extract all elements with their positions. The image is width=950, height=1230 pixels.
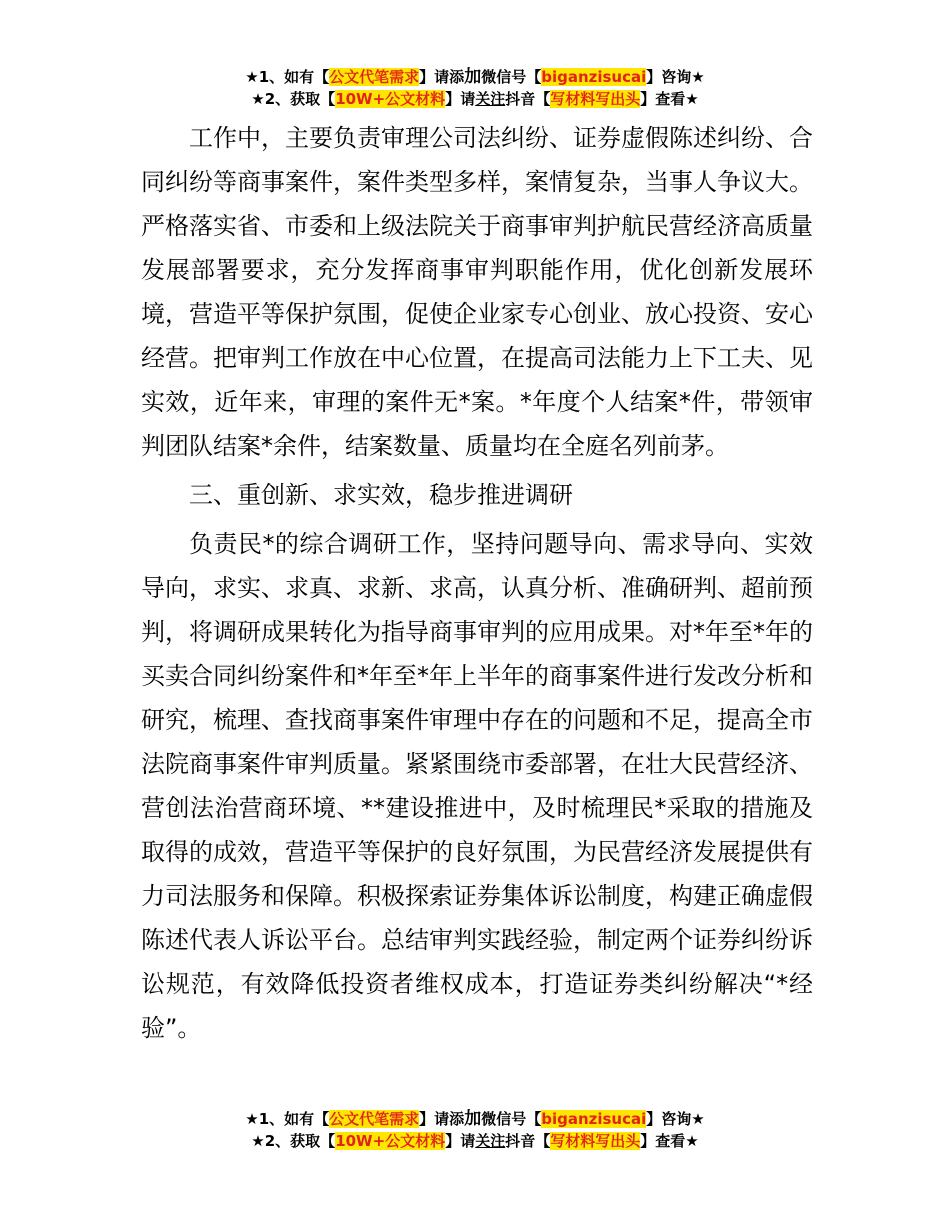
highlight-materials: 10W+公文材料 — [335, 90, 446, 108]
section-heading: 三、重创新、求实效，稳步推进调研 — [189, 481, 573, 509]
header-banner-line-2 — [0, 88, 950, 110]
paragraph-2: 负责民*的综合调研工作，坚持问题导向、需求导向、实效导向，求实、求真、求新、求高，认真分析、准确研判、超前预判，将调研成果转化为指导商事审判的应用成果。对*年至*年的买卖合同纠纷案件和*年至*年上半年的商事案件进行发改分析和研究，梳理、查找商事案件审理中存在的问题和不足，提高全市法院商事案件审判质量。紧紧围绕市委部署，在壮大民营经济、营创法治营商环境、**建设推进中，及时梳理民*采取的措施及取得的成效，营造平等保护的良好氛围，为民营经济发展提供有力司法服务和保障。积极探索证券集体诉讼制度，构建正确虚假陈述代表人诉讼平台。总结审判实践经验，制定两个证券纠纷诉讼规范，有效降低投资者维权成本，打造证券类纠纷解决“*经验”。 — [141, 530, 813, 1042]
banner-text: ★1、如有【 — [245, 68, 330, 86]
highlight-service: 公文代笔需求 — [329, 1110, 420, 1128]
highlight-douyin-account: 写材料写出头 — [550, 1132, 641, 1150]
highlight-service: 公文代笔需求 — [329, 68, 420, 86]
document-body — [141, 116, 813, 1050]
highlight-wechat-id: biganzisucai — [541, 1110, 647, 1128]
paragraph-1: 工作中，主要负责审理公司法纠纷、证券虚假陈述纠纷、合同纠纷等商事案件，案件类型多样，案情复杂，当事人争议大。严格落实省、市委和上级法院关于商事审判护航民营经济高质量发展部署要求，充分发挥商事审判职能作用，优化创新发展环境，营造平等保护氛围，促使企业家专心创业、放心投资、安心经营。把审判工作放在中心位置，在提高司法能力上下工夫、见实效，近年来，审理的案件无*案。*年度个人结案*件，带领审判团队结案*余件，结案数量、质量均在全庭名列前茅。 — [141, 124, 813, 460]
banner-text: 加 — [464, 1109, 482, 1129]
banner-text: 】咨询★ — [646, 68, 705, 86]
header-banner-line-1 — [0, 66, 950, 88]
banner-text: 】查看★ — [640, 90, 699, 108]
footer-banner-line-1 — [0, 1108, 950, 1130]
banner-text: 抖音【 — [505, 1132, 551, 1150]
banner-text: 】请添 — [419, 68, 465, 86]
banner-text: ★2、获取【 — [251, 1132, 336, 1150]
banner-text: ★2、获取【 — [251, 90, 336, 108]
banner-text: 加 — [464, 67, 482, 87]
banner-text: 抖音【 — [505, 90, 551, 108]
highlight-douyin-account: 写材料写出头 — [550, 90, 641, 108]
header-banner — [0, 66, 950, 110]
banner-text: 关注 — [475, 1132, 506, 1150]
banner-text: 关注 — [475, 90, 506, 108]
banner-text: 微信号【 — [481, 68, 542, 86]
footer-banner — [0, 1108, 950, 1152]
banner-text: ★1、如有【 — [245, 1110, 330, 1128]
banner-text: 】咨询★ — [646, 1110, 705, 1128]
footer-banner-line-2 — [0, 1130, 950, 1152]
highlight-materials: 10W+公文材料 — [335, 1132, 446, 1150]
highlight-wechat-id: biganzisucai — [541, 68, 647, 86]
banner-text: 微信号【 — [481, 1110, 542, 1128]
banner-text: 】请 — [445, 1132, 476, 1150]
banner-text: 】请添 — [419, 1110, 465, 1128]
banner-text: 】查看★ — [640, 1132, 699, 1150]
banner-text: 】请 — [445, 90, 476, 108]
